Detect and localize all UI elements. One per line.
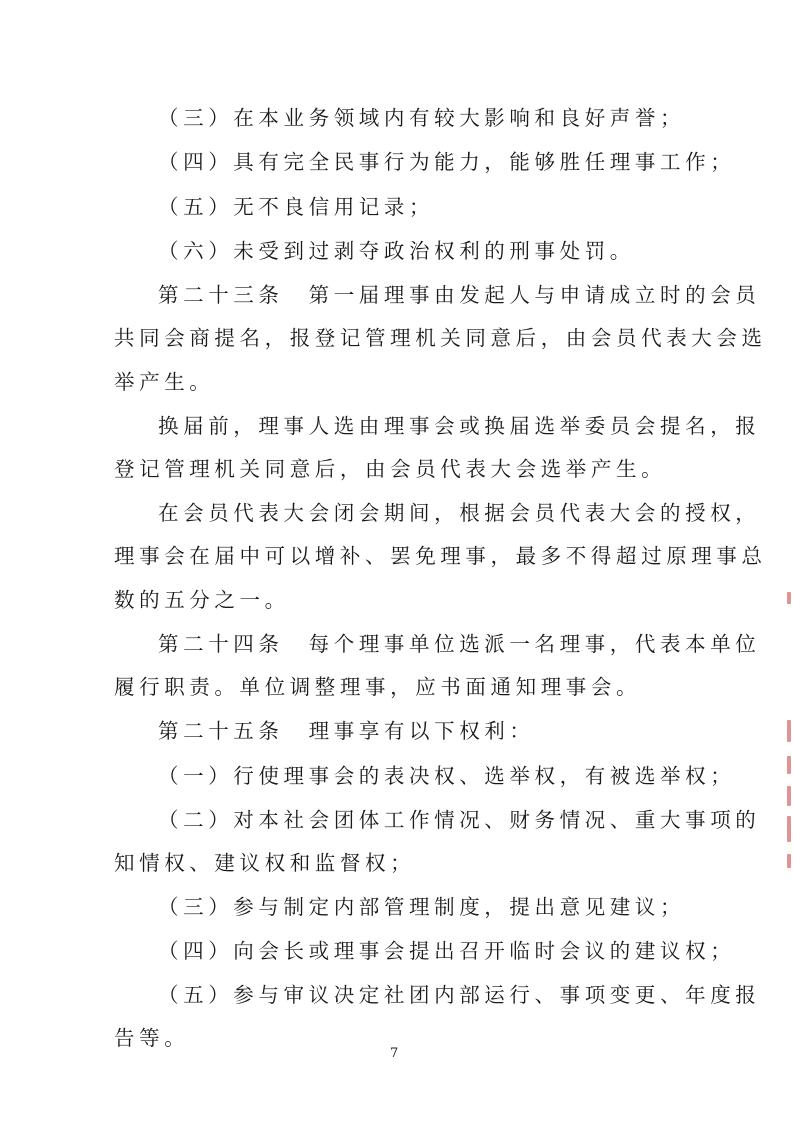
text-line: 告等。 <box>114 1026 190 1050</box>
seal-edge-mark <box>787 592 791 604</box>
text-line: （四）向会长或理事会提出召开临时会议的建议权； <box>158 939 736 963</box>
seal-edge-mark <box>787 756 791 774</box>
text-line: （二）对本社会团体工作情况、财务情况、重大事项的 <box>158 808 761 832</box>
text-line: （五）无不良信用记录； <box>158 195 435 219</box>
text-line: （三）参与制定内部管理制度，提出意见建议； <box>158 895 686 919</box>
text-line: 数的五分之一。 <box>114 588 290 612</box>
text-line: 在会员代表大会闭会期间，根据会员代表大会的授权， <box>158 501 761 525</box>
text-line: （五）参与审议决定社团内部运行、事项变更、年度报 <box>158 983 761 1007</box>
text-line: 第二十四条 每个理事单位选派一名理事，代表本单位 <box>158 632 761 656</box>
text-line: 换届前，理事人选由理事会或换届选举委员会提名，报 <box>158 414 761 438</box>
seal-edge-marks <box>779 580 793 900</box>
page-number: 7 <box>390 1046 399 1061</box>
seal-edge-mark <box>787 854 791 868</box>
text-line: （六）未受到过剥夺政治权利的刑事处罚。 <box>158 239 635 263</box>
text-line: （一）行使理事会的表决权、选举权，有被选举权； <box>158 764 736 788</box>
text-line: 知情权、建议权和监督权； <box>114 851 416 875</box>
text-line: 第二十五条 理事享有以下权利： <box>158 719 535 743</box>
text-line: （四）具有完全民事行为能力，能够胜任理事工作； <box>158 150 736 174</box>
seal-edge-mark <box>787 816 791 842</box>
text-line: 履行职责。单位调整理事，应书面通知理事会。 <box>114 675 642 699</box>
text-line: 理事会在届中可以增补、罢免理事，最多不得超过原理事总 <box>114 544 767 568</box>
text-line: （三）在本业务领域内有较大影响和良好声誉； <box>158 106 686 130</box>
text-line: 举产生。 <box>114 370 215 394</box>
text-line: 第二十三条 第一届理事由发起人与申请成立时的会员 <box>158 283 761 307</box>
seal-edge-mark <box>787 786 791 806</box>
text-line: 共同会商提名，报登记管理机关同意后，由会员代表大会选 <box>114 326 767 350</box>
seal-edge-mark <box>787 720 791 742</box>
text-line: 登记管理机关同意后，由会员代表大会选举产生。 <box>114 457 667 481</box>
